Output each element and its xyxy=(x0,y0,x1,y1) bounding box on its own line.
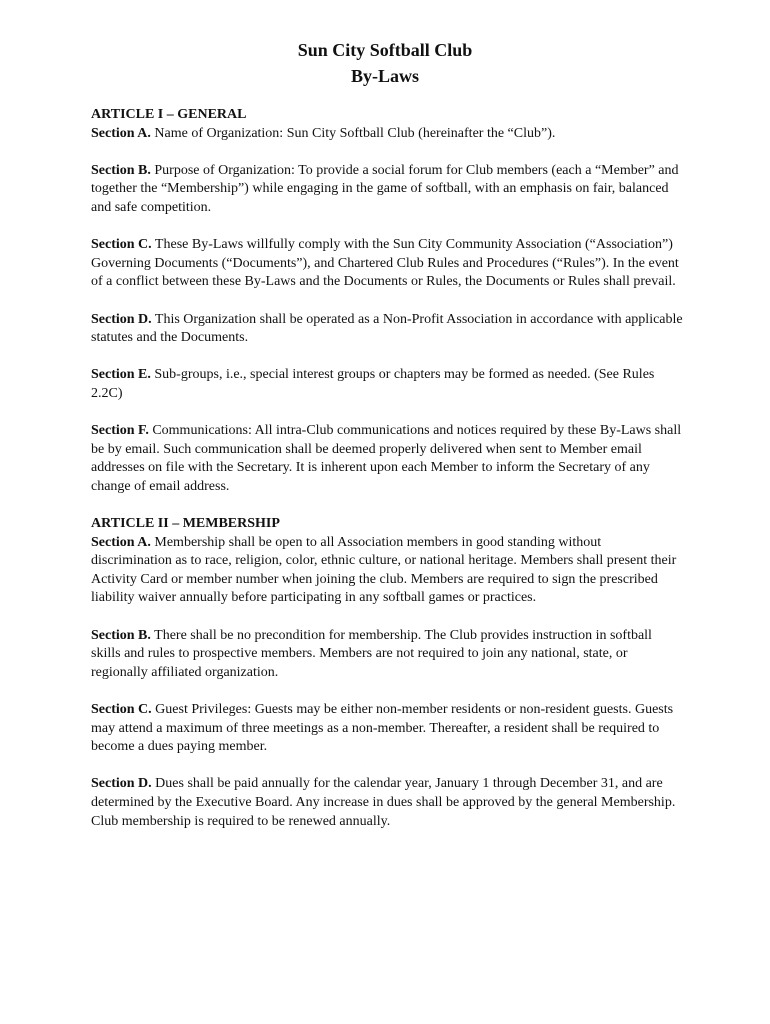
section-text: Communications: All intra-Club communications and notices required by these By-Laws shall be by email. Such communication shall be deemed properly delivered when sent to Member email addresses on file with the Secretary. It is inherent upon each Member to inform the Secretary of any change of email address. xyxy=(91,423,682,494)
article-1-section-f xyxy=(91,422,683,496)
article-heading: ARTICLE I – GENERAL xyxy=(91,107,247,122)
section-label: Section E. xyxy=(91,367,151,383)
article-1-section-e xyxy=(91,366,683,403)
article-2-section-c xyxy=(91,701,683,757)
section-label: Section A. xyxy=(91,534,151,550)
article-1-section-a xyxy=(91,125,683,144)
article-membership xyxy=(91,515,683,831)
article-2-section-d xyxy=(91,775,683,831)
article-1-section-d xyxy=(91,311,683,348)
section-text: Guest Privileges: Guests may be either non-member residents or non-resident guests. Guests may attend a maximum of three meetings as a non-member. Thereafter, a resident shall be required to become a dues paying member. xyxy=(91,702,674,755)
section-text: Purpose of Organization: To provide a social forum for Club members (each a “Member” and together the “Membership”) while engaging in the game of softball, with an emphasis on fair, balanced and safe competition. xyxy=(91,162,679,215)
section-label: Section B. xyxy=(91,162,151,178)
section-label: Section C. xyxy=(91,237,152,253)
article-general xyxy=(91,106,683,496)
document-title: Sun City Softball Club xyxy=(297,40,473,60)
document-subtitle: By-Laws xyxy=(350,66,419,86)
section-label: Section A. xyxy=(91,125,151,141)
section-label: Section F. xyxy=(91,423,149,439)
section-text: Name of Organization: Sun City Softball Club (hereinafter the “Club”). xyxy=(154,125,556,141)
section-label: Section B. xyxy=(91,627,151,643)
document-body xyxy=(91,106,683,850)
section-text: These By-Laws willfully comply with the Sun City Community Association (“Association”) Governing Documents (“Documents”), and Chartered Club Rules and Procedures (“Rules”). In the event of a conflict between these By-Laws and the Documents or Rules, the Documents or Rules shall prevail. xyxy=(91,237,679,290)
section-label: Section D. xyxy=(91,776,152,792)
section-text: Membership shall be open to all Association members in good standing without discrimination as to race, religion, color, ethnic culture, or national heritage. Members shall present their Activity Card or member number when joining the club. Members are required to sign the prescribed liability waiver annually before participating in any softball games or practices. xyxy=(91,534,677,606)
article-2-section-a xyxy=(91,534,683,608)
section-label: Section D. xyxy=(91,311,152,327)
article-1-section-c xyxy=(91,236,683,292)
article-2-section-b xyxy=(91,627,683,683)
section-text: Sub-groups, i.e., special interest groups or chapters may be formed as needed. (See Rules 2.2C) xyxy=(91,367,655,401)
section-text: There shall be no precondition for membership. The Club provides instruction in softball skills and rules to prospective members. Members are not required to join any national, state, or regionally affiliated organization. xyxy=(91,627,652,680)
section-text: Dues shall be paid annually for the calendar year, January 1 through December 31, and are determined by the Executive Board. Any increase in dues shall be approved by the general Membership. Club membership is required to be renewed annually. xyxy=(91,776,676,829)
article-heading: ARTICLE II – MEMBERSHIP xyxy=(91,516,280,532)
section-label: Section C. xyxy=(91,702,152,717)
article-1-section-b xyxy=(91,162,683,218)
section-text: This Organization shall be operated as a Non-Profit Association in accordance with applicable statutes and the Documents. xyxy=(91,311,683,346)
